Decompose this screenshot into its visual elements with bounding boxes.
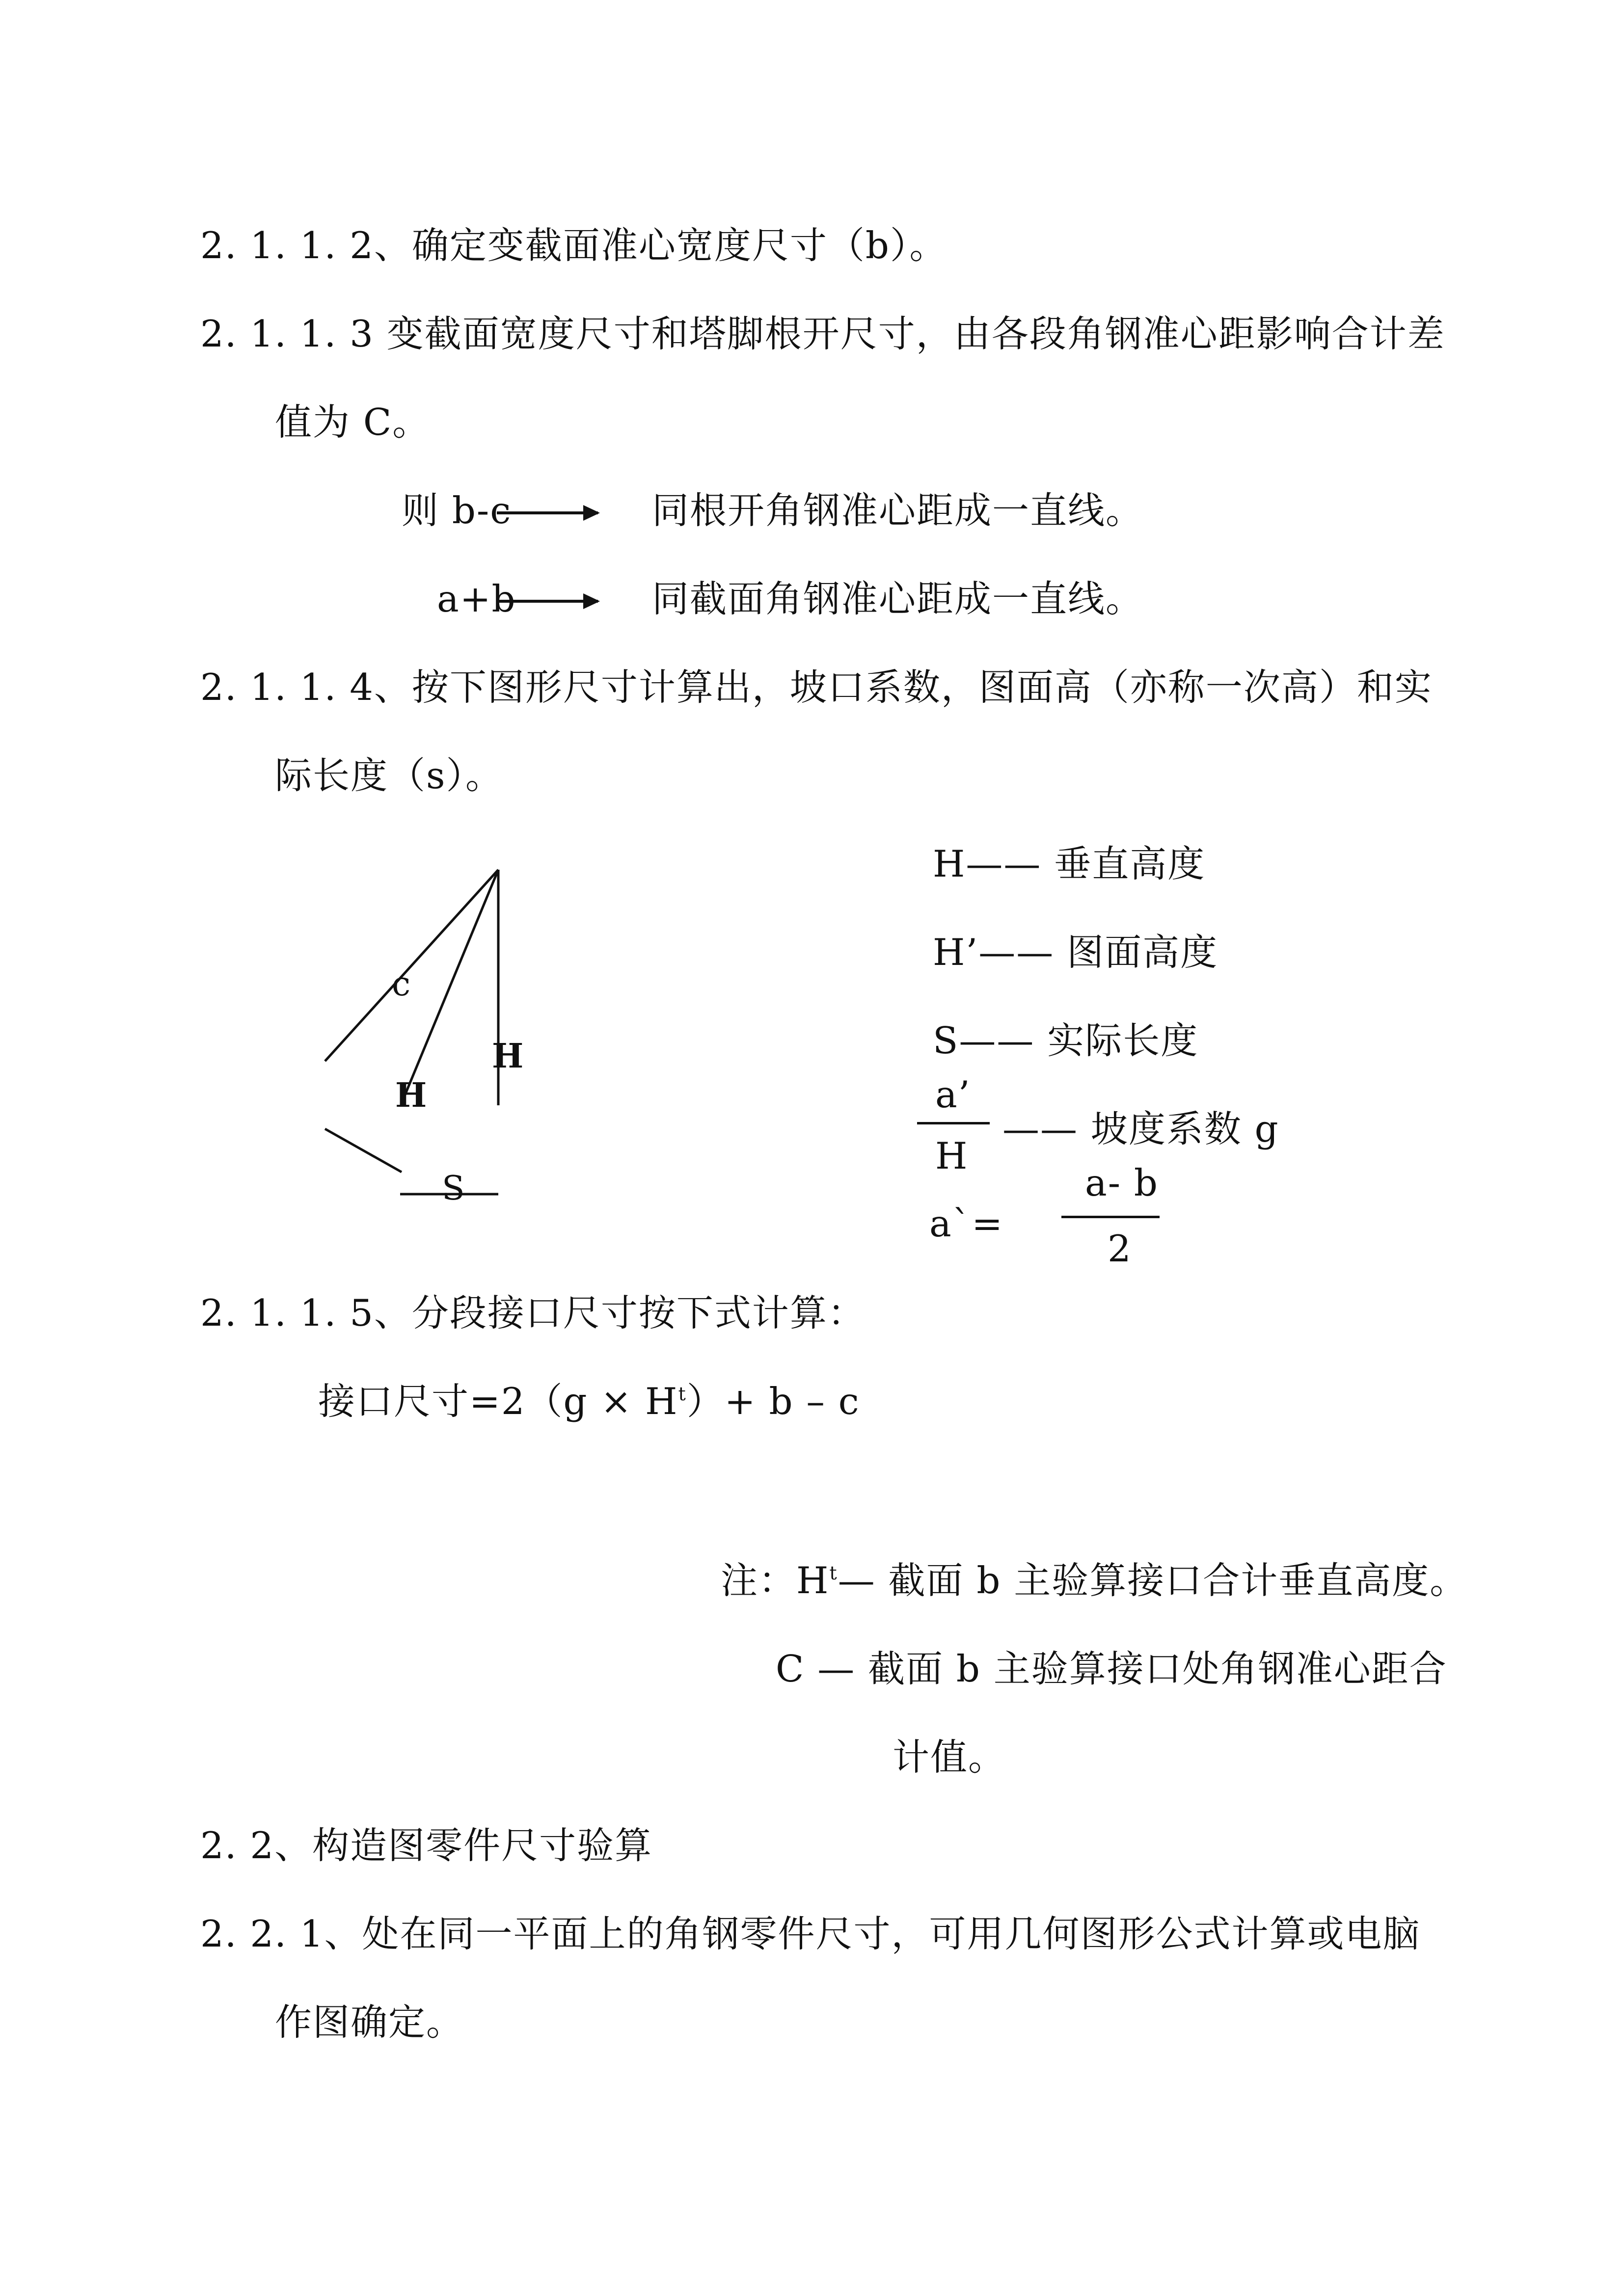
legend-fraction-denominator: H [935, 1134, 969, 1177]
legend-fraction-numerator: a’ [935, 1073, 971, 1116]
note-2: C — 截面 b 主验算接口处角钢准心距合 [776, 1647, 1447, 1690]
para-2-1-1-3-line1: 2. 1. 1. 3 变截面宽度尺寸和塔脚根开尺寸，由各段角钢准心距影响合计差 [200, 312, 1445, 355]
rule-1-right: 同根开角钢准心距成一直线。 [652, 489, 1144, 532]
legend-h-prime: H’—— 图面高度 [933, 931, 1218, 974]
note-1 [721, 1559, 1468, 1602]
rule-2-arrow [497, 593, 600, 609]
legend-h: H—— 垂直高度 [933, 842, 1206, 885]
para-2-2-1-line2: 作图确定。 [275, 2001, 464, 2044]
para-2-2-1-line1: 2. 2. 1、处在同一平面上的角钢零件尺寸，可用几何图形公式计算或电脑 [200, 1912, 1421, 1955]
figure-label-c: c [392, 965, 412, 1004]
formula-part-a: 接口尺寸=2（g × H [318, 1380, 678, 1423]
para-2-1-1-2: 2. 1. 1. 2、确定变截面准心宽度尺寸（b）。 [200, 224, 947, 267]
figure-label-h-prime: H [395, 1076, 428, 1115]
legend-fraction-bar [917, 1122, 990, 1124]
legend-aprime-numerator: a- b [1085, 1161, 1159, 1204]
section-2-2-heading: 2. 2、构造图零件尺寸验算 [200, 1824, 653, 1867]
legend-aprime-denominator: 2 [1108, 1227, 1132, 1270]
figure-label-s: S [442, 1169, 466, 1208]
rule-2-right: 同截面角钢准心距成一直线。 [652, 577, 1144, 620]
rule-2-left: a+b [437, 577, 516, 620]
note-1-prefix: 注：H [721, 1559, 830, 1602]
legend-aprime-bar [1061, 1216, 1160, 1218]
legend-slope-coefficient: —— 坡度系数 g [1002, 1107, 1279, 1150]
para-2-1-1-4-line2: 际长度（s）。 [275, 754, 503, 797]
note-1-text: — 截面 b 主验算接口合计垂直高度。 [838, 1559, 1468, 1602]
formula-part-b: ）+ b – c [686, 1380, 860, 1423]
formula-superscript: t [678, 1383, 687, 1405]
note-1-superscript: t [829, 1562, 838, 1584]
note-3: 计值。 [893, 1735, 1006, 1779]
legend-aprime-label: a`= [929, 1202, 1004, 1245]
para-2-1-1-3-line2: 值为 C。 [275, 400, 431, 444]
rule-1-left: 则 b-c [402, 489, 512, 532]
legend-s: S—— 实际长度 [933, 1019, 1199, 1062]
slope-triangle [325, 870, 498, 1194]
para-2-1-1-4-line1: 2. 1. 1. 4、按下图形尺寸计算出，坡口系数，图面高（亦称一次高）和实 [200, 666, 1433, 709]
formula-joint-size [318, 1380, 860, 1423]
para-2-1-1-5: 2. 1. 1. 5、分段接口尺寸按下式计算： [200, 1291, 866, 1335]
figure-label-h: H [492, 1037, 525, 1076]
rule-1-arrow [497, 505, 600, 521]
